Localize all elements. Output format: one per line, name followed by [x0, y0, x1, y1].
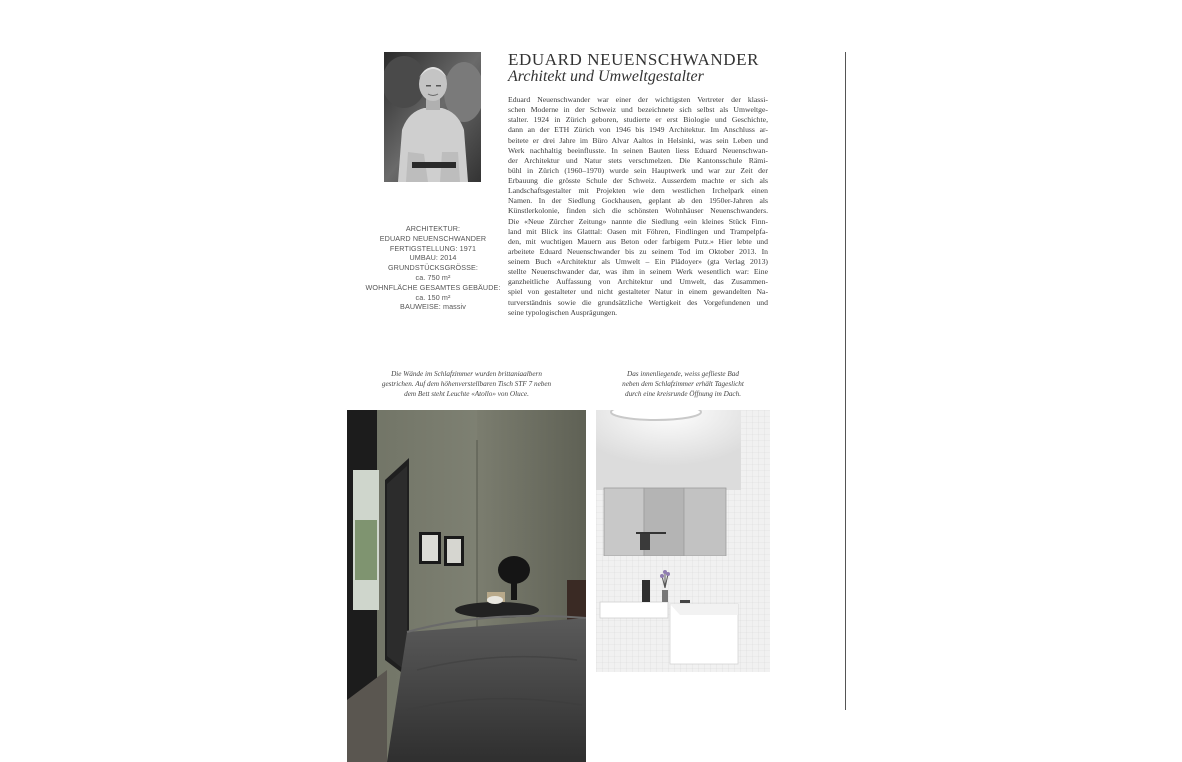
- project-facts: [352, 224, 514, 312]
- article-body: [508, 95, 768, 318]
- body-line: spiel von gestalteter und nicht gestalteter Natur in einem gewandelten Na-: [508, 287, 768, 297]
- fact-architecture-label: ARCHITEKTUR:: [405, 224, 461, 233]
- body-line: Landschaftsgestalter mit Projekten wie dem westlichen Irchelpark einen: [508, 186, 768, 196]
- body-line: Werk nachhaltig beeinflusste. In seinen Bauten liess Eduard Neuenschwan-: [508, 145, 768, 155]
- portrait-photo: [384, 52, 481, 182]
- caption-line: gestrichen. Auf dem höhenverstellbaren Tisch STF 7 neben: [381, 380, 552, 388]
- body-line: bühl in Zürich (1960–1970) wurde sein Hauptwerk und war zur Zeit der: [508, 165, 768, 175]
- bathroom-photo: [596, 410, 770, 672]
- bathroom-caption: [596, 369, 770, 399]
- fact-living-area-label: WOHNFLÄCHE GESAMTES GEBÄUDE:: [365, 282, 501, 292]
- bedroom-caption: [347, 369, 586, 399]
- fact-plot-size-value: ca. 750 m²: [415, 272, 451, 282]
- body-line: den, mit wuchtigen Mauern aus Beton oder farbigem Putz.» Hier lebte und: [508, 236, 768, 246]
- fact-plot-size-label: GRUNDSTÜCKSGRÖSSE:: [387, 263, 479, 273]
- body-line: der Architektur und Natur stets verschmelzen. Die Kantonsschule Rämi-: [508, 155, 768, 165]
- article-title: EDUARD NEUENSCHWANDER: [508, 50, 760, 69]
- body-line: land mit Blick ins Glatttal: Oasen mit Föhren, Findlingen und Trampelpfa-: [508, 226, 768, 236]
- caption-line: neben dem Schlafzimmer erhält Tageslicht: [622, 380, 744, 388]
- body-line: beitete er drei Jahre im Büro Alvar Aaltos in Helsinki, was sein Leben und: [508, 135, 768, 145]
- article-subtitle: Architekt und Umweltgestalter: [508, 68, 704, 85]
- caption-line: durch eine kreisrunde Öffnung im Dach.: [624, 390, 742, 398]
- body-line: Namen. In der Siedlung Gockhausen, geplant ab den 1950er-Jahren als: [508, 196, 768, 206]
- body-line: Die «Neue Zürcher Zeitung» nannte die Siedlung «ein kleines Stück Finn-: [508, 216, 768, 226]
- fact-construction: BAUWEISE: massiv: [400, 302, 466, 312]
- caption-line: Die Wände im Schlafzimmer wurden brittaniaalbern: [391, 370, 542, 378]
- portrait-illustration: [384, 52, 481, 182]
- body-line: seine typologischen Ausprägungen.: [508, 307, 618, 317]
- body-line: Künstlerkolonie, finden sich die schönsten Wohnhäuser Neuenschwanders.: [508, 206, 768, 216]
- caption-line: Das innenliegende, weiss geflieste Bad: [627, 370, 739, 378]
- body-line: dann an der ETH Zürich von 1946 bis 1949 Architektur. Im Anschluss ar-: [508, 125, 768, 135]
- bedroom-photo: [347, 410, 586, 762]
- fact-renovation: UMBAU: 2014: [409, 253, 457, 263]
- body-line: ganzheitliche Auffassung von Architektur und Umwelt, das Zusammen-: [508, 277, 768, 287]
- caption-line: dem Bett steht Leuchte «Atollo» von Oluce.: [404, 390, 529, 398]
- body-line: stellte Neuenschwander dar, was ihm in seinem Werk wesentlich war: Eine: [508, 267, 768, 277]
- body-line: turverständnis sowie die grundsätzliche Wertigkeit des Vorgefundenen und: [508, 297, 768, 307]
- bathroom-illustration: [596, 410, 770, 672]
- bedroom-illustration: [347, 410, 586, 762]
- fact-architecture-value: EDUARD NEUENSCHWANDER: [379, 233, 487, 243]
- body-line: arbeitete Eduard Neuenschwander bis zu seinem Tod im Oktober 2013. In: [508, 246, 768, 256]
- fact-completion: FERTIGSTELLUNG: 1971: [389, 243, 477, 253]
- body-line: schen Moderne in der Schweiz und bezeichnete sich selbst als Umweltge-: [508, 105, 768, 115]
- body-line: Eduard Neuenschwander war einer der wichtigsten Vertreter der klassi-: [508, 95, 768, 104]
- vertical-rule: [845, 52, 846, 710]
- body-line: seinem Buch «Architektur als Umwelt – Ein Plädoyer» (gta Verlag 2013): [508, 257, 768, 266]
- body-line: stalter. 1924 in Zürich geboren, studierte er erst Biologie und Geschichte,: [508, 115, 768, 125]
- fact-living-area-value: ca. 150 m²: [415, 292, 451, 302]
- body-line: Erbauung die grösste Schule der Schweiz. Ausserdem machte er sich als: [508, 176, 768, 185]
